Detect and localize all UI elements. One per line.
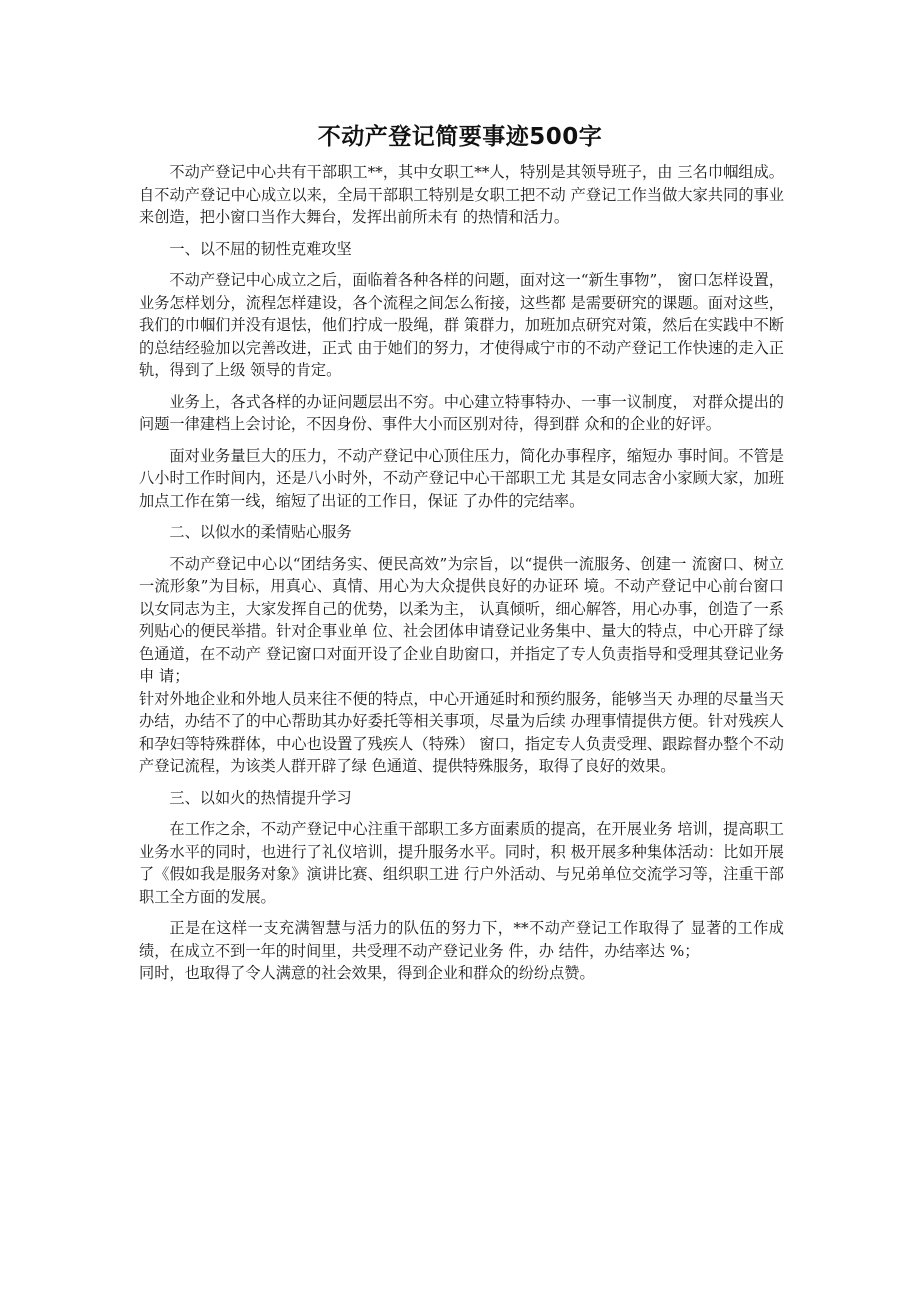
document-title: 不动产登记简要事迹500字: [317, 124, 603, 150]
paragraph-conclusion-b: 同时，也取得了令人满意的社会效果，得到企业和群众的纷纷点赞。: [139, 964, 595, 982]
paragraph-section1-b: 业务上，各式各样的办证问题层出不穷。中心建立特事特办、一事一议制度， 对群众提出的问题一律建档上会讨论，不因身份、事件大小而区别对待，得到群 众和的企业的好评。: [139, 392, 784, 433]
section-heading-1: 一、以不屈的韧性克难攻坚: [169, 239, 352, 258]
paragraph-section2-b: 针对外地企业和外地人员来往不便的特点，中心开通延时和预约服务，能够当天 办理的尽量当天办结，办结不了的中心帮助其办好委托等相关事项，尽量为后续 办理事情提供方便。针对残疾人和孕妇等特殊群体，中心也设置了残疾人（特殊） 窗口，指定专人负责受理、跟踪督办整个不动产登记流程，为该类人群开辟了绿 色通道、提供特殊服务，取得了良好的效果。: [139, 689, 784, 775]
paragraph-section3-a: 在工作之余，不动产登记中心注重干部职工多方面素质的提高，在开展业务 培训，提高职工业务水平的同时，也进行了礼仪培训，提升服务水平。同时，积 极开展多种集体活动：比如开展了《假如我是服务对象》演讲比赛、组织职工进 行户外活动、与兄弟单位交流学习等，注重干部职工全方面的发展。: [139, 820, 784, 906]
paragraph-conclusion-a: 正是在这样一支充满智慧与活力的队伍的努力下，**不动产登记工作取得了 显著的工作成绩，在成立不到一年的时间里，共受理不动产登记业务 件，办 结件，办结率达 %；: [139, 919, 784, 960]
section-heading-2: 二、以似水的柔情贴心服务: [169, 523, 352, 541]
document-body: [139, 161, 784, 994]
paragraph-section1-c: 面对业务量巨大的压力，不动产登记中心顶住压力，简化办事程序，缩短办 事时间。不管是八小时工作时间内，还是八小时外，不动产登记中心干部职工尤 其是女同志舍小家顾大家，加班加点工作在第一线，缩短了出证的工作日，保证 了办件的完结率。: [139, 446, 784, 510]
paragraph-section2-a: 不动产登记中心以“团结务实、便民高效”为宗旨，以“提供一流服务、创建一 流窗口、树立一流形象”为目标，用真心、真情、用心为大众提供良好的办证环 境。不动产登记中心前台窗口以女同志为主，大家发挥自己的优势，以柔为主， 认真倾听，细心解答，用心办事，创造了一系列贴心的便民举措。针对企事业单 位、社会团体申请登记业务集中、量大的特点，中心开辟了绿色通道，在不动产 登记窗口对面开设了企业自助窗口，并指定了专人负责指导和受理其登记业务申 请；: [139, 554, 784, 685]
section-heading-3: 三、以如火的热情提升学习: [169, 788, 352, 807]
paragraph-section1-a: 不动产登记中心成立之后，面临着各种各样的问题，面对这一“新生事物”， 窗口怎样设置，业务怎样划分，流程怎样建设，各个流程之间怎么衔接，这些都 是需要研究的课题。面对这些，我们的巾帼们并没有退怯，他们拧成一股绳，群 策群力，加班加点研究对策，然后在实践中不断的总结经验加以完善改进，正式 由于她们的努力，才使得咸宁市的不动产登记工作快速的走入正轨，得到了上级 领导的肯定。: [139, 271, 784, 379]
paragraph-intro: 不动产登记中心共有干部职工**，其中女职工**人，特别是其领导班子，由 三名巾帼组成。自不动产登记中心成立以来，全局干部职工特别是女职工把不动 产登记工作当做大家共同的事业来创造，把小窗口当作大舞台，发挥出前所未有 的热情和活力。: [139, 163, 784, 226]
